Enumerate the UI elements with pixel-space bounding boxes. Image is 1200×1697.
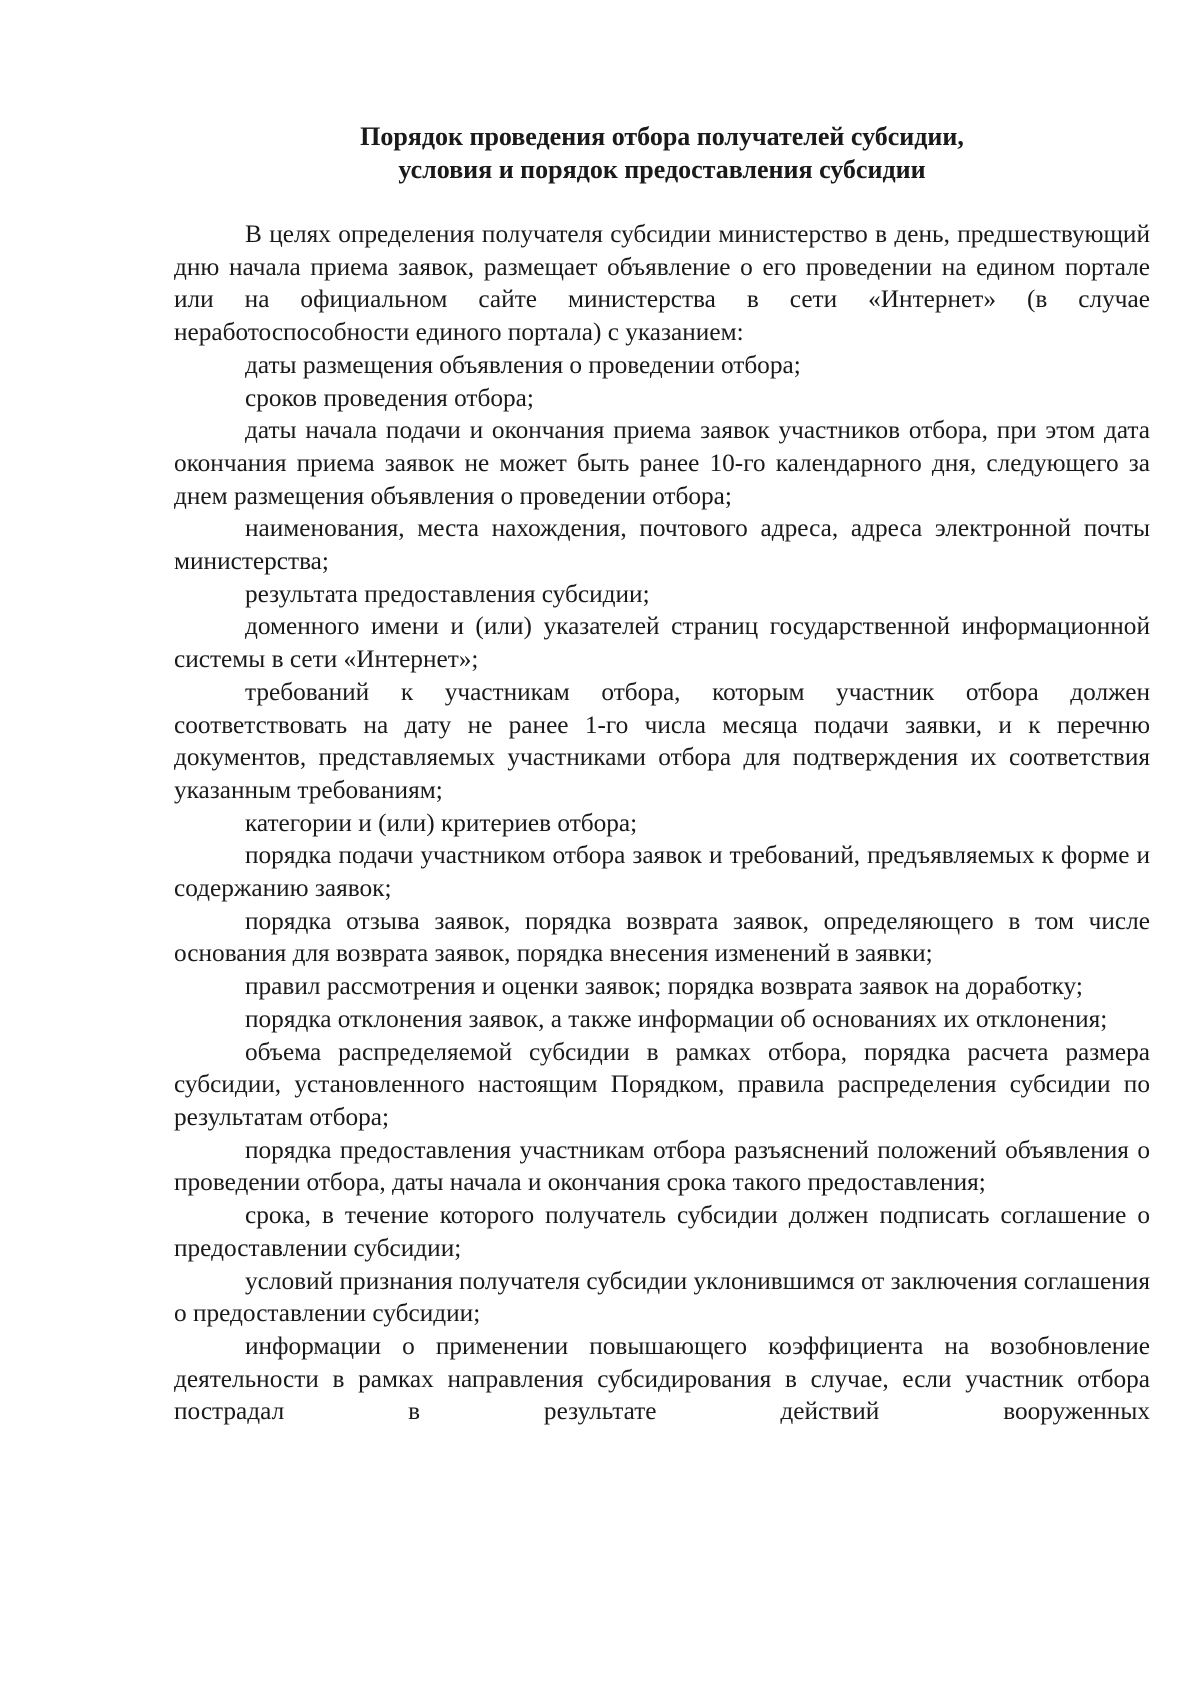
list-item: порядка отклонения заявок, а также информации об основаниях их отклонения; [245, 1004, 1108, 1033]
list-item: даты начала подачи и окончания приема заявок участников отбора, при этом дата окончания приема заявок не может быть ранее 10-го календарного дня, следующего за днем размещения объявления о проведении отбора; [174, 416, 1150, 510]
list-item: наименования, места нахождения, почтового адреса, адреса электронной почты министерства; [174, 514, 1150, 576]
list-item: категории и (или) критериев отбора; [245, 808, 638, 837]
list-item: срока, в течение которого получатель субсидии должен подписать соглашение о предоставлении субсидии; [174, 1201, 1150, 1262]
list-item: порядка предоставления участникам отбора разъяснений положений объявления о проведении отбора, даты начала и окончания срока такого предоставления; [174, 1135, 1150, 1197]
document-title-line-2: условия и порядок предоставления субсидии [398, 155, 926, 184]
paragraph-intro: В целях определения получателя субсидии министерство в день, предшествующий дню начала приема заявок, размещает объявление о его проведении на едином портале или на официальном сайте министерства в сети «Интернет» (в случае неработоспособности единого портала) с указанием: [174, 220, 1150, 347]
list-item: условий признания получателя субсидии уклонившимся от заключения соглашения о предоставлении субсидии; [174, 1266, 1150, 1328]
list-item: сроков проведения отбора; [245, 383, 534, 412]
document-page [174, 120, 1150, 1428]
list-item: результата предоставления субсидии; [245, 579, 650, 608]
list-item: правил рассмотрения и оценки заявок; порядка возврата заявок на доработку; [245, 972, 1083, 1001]
document-body [174, 218, 1150, 1428]
list-item: требований к участникам отбора, которым участник отбора должен соответствовать на дату не ранее 1-го числа месяца подачи заявки, и к перечню документов, представляемых участниками отбора для подтверждения их соответствия указанным требованиям; [174, 677, 1150, 804]
list-item: порядка подачи участником отбора заявок и требований, предъявляемых к форме и содержанию заявок; [174, 841, 1150, 903]
document-title [174, 120, 1150, 186]
document-title-line-1: Порядок проведения отбора получателей субсидии, [360, 122, 964, 151]
list-item: даты размещения объявления о проведении отбора; [245, 350, 801, 379]
list-item-continued: информации о применении повышающего коэффициента на возобновление деятельности в рамках направления субсидирования в случае, если участник отбора пострадал в результате действий вооруженных [174, 1331, 1150, 1426]
list-item: порядка отзыва заявок, порядка возврата заявок, определяющего в том числе основания для возврата заявок, порядка внесения изменений в заявки; [174, 906, 1150, 968]
list-item: объема распределяемой субсидии в рамках отбора, порядка расчета размера субсидии, установленного настоящим Порядком, правила распределения субсидии по результатам отбора; [174, 1037, 1150, 1131]
list-item: доменного имени и (или) указателей страниц государственной информационной системы в сети «Интернет»; [174, 612, 1150, 674]
